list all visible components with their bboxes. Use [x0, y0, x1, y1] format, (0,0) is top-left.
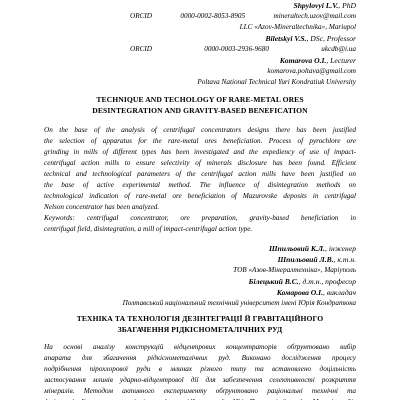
- abstract-ua-line: мінералів. Методом активного експерименту обґрунтовано раціональні технічні та: [44, 387, 356, 395]
- author-affiliation-1: LLC «Azov-Mineraltechnika», Mariupol: [239, 23, 356, 31]
- author-shpylovyi: Shpylovyi L.V., PhD: [293, 1, 356, 10]
- abstract-en-line: technical and technological parameters of the centrifugal action mills have been justified on: [44, 170, 356, 178]
- abstract-en-line: Nelson concentrator has been analyzed.: [44, 203, 160, 211]
- abstract-ua-line: На основі аналізу конструкцій відцентрових концентраторів обґрунтовано вибір: [44, 343, 356, 351]
- author-ua-shpylovyi-k: Шпильовий К.Л., інженер: [268, 244, 356, 253]
- keywords-en: Keywords: centrifugal concentrator, ore preparation, gravity-based beneficiation in: [44, 214, 356, 222]
- author-ua-affiliation-2: Полтавський національний технічний університет імені Юрія Кондратюка: [122, 299, 356, 307]
- title-ua-line-1: ТЕХНІКА ТА ТЕХНОЛОГІЯ ДЕЗІНТЕГРАЦІЇ Й ГРАВІТАЦІЙНОГО: [76, 314, 324, 323]
- author-ua-komarova: Комарова О.І., викладач: [276, 288, 356, 297]
- abstract-en-line: the selection of apparatus for the rare-metal ores beneficiation. Process of pyrochlore ore: [44, 137, 356, 145]
- abstract-ua-line: апарата для збагачення рідкіснометалічних руд. Виконано дослідження процесу: [44, 354, 356, 362]
- author-ua-shpylovyi-l: Шпильовий Л.В., к.т.н.: [277, 255, 356, 264]
- author-affiliation-2: Poltava National Technical Yuri Kondratiuk University: [197, 78, 356, 86]
- author-email-komarova: komarova.poltava@gmail.com: [267, 67, 356, 75]
- author-ua-biletskyi: Білецький В.С., д.т.н., професор: [248, 277, 356, 286]
- abstract-en-line: technological indication of rare-metal ore beneficiation of Mazurovske deposits in centrifugal: [44, 192, 356, 200]
- abstract-en-line: the base of active experimental method. The influence of disintegration methods on: [44, 181, 356, 189]
- author-ua-affiliation-1: ТОВ «Азов-Мінералтехніка», Маріуполь: [233, 266, 356, 274]
- abstract-ua-line: застосування млинів ударно-відцентрової дії для забезпечення селективності розкриття: [44, 376, 356, 384]
- title-en-line-1: TECHNIQUE AND TECHOLOGY OF RARE-METAL ORES: [96, 95, 304, 104]
- keywords-label: Keywords:: [44, 214, 75, 222]
- author-orcid-line-2: ORCID 0000-0003-2936-9680 ukcdb@i.ua: [130, 45, 356, 53]
- author-biletskyi: Biletskyi V.S., DSc, Professor: [265, 34, 356, 43]
- keywords-en-line-2: centrifugal field, disintegration, a mill of impact-centrifugal action type.: [44, 225, 253, 233]
- abstract-en-line: grinding in mills of different types has been investigated and the expediency of use of impact-: [44, 148, 356, 156]
- abstract-en-line: On the base of the analysis of centrifugal concentrators designs there has been justified: [44, 126, 356, 134]
- abstract-ua-line: подрібнення пірохлорової руди в млинах різного типу та встановлено доцільність: [44, 365, 356, 373]
- abstract-en-line: centrifugal action mills to ensure selectivity of minerals disclosure has been found. Efficient: [44, 159, 356, 167]
- author-komarova: Komarova O.I., Lecturer: [279, 56, 356, 65]
- title-en-line-2: DESINTEGRATION AND GRAVITY-BASED BENEFICATION: [92, 106, 308, 115]
- title-ua-line-2: ЗБАГАЧЕННЯ РІДКІСНОМЕТАЛІЧНИХ РУД: [117, 325, 283, 334]
- author-orcid-line-1: ORCID 0000-0002-8053-8905 mineraltech.uzov@mail.com: [130, 12, 357, 20]
